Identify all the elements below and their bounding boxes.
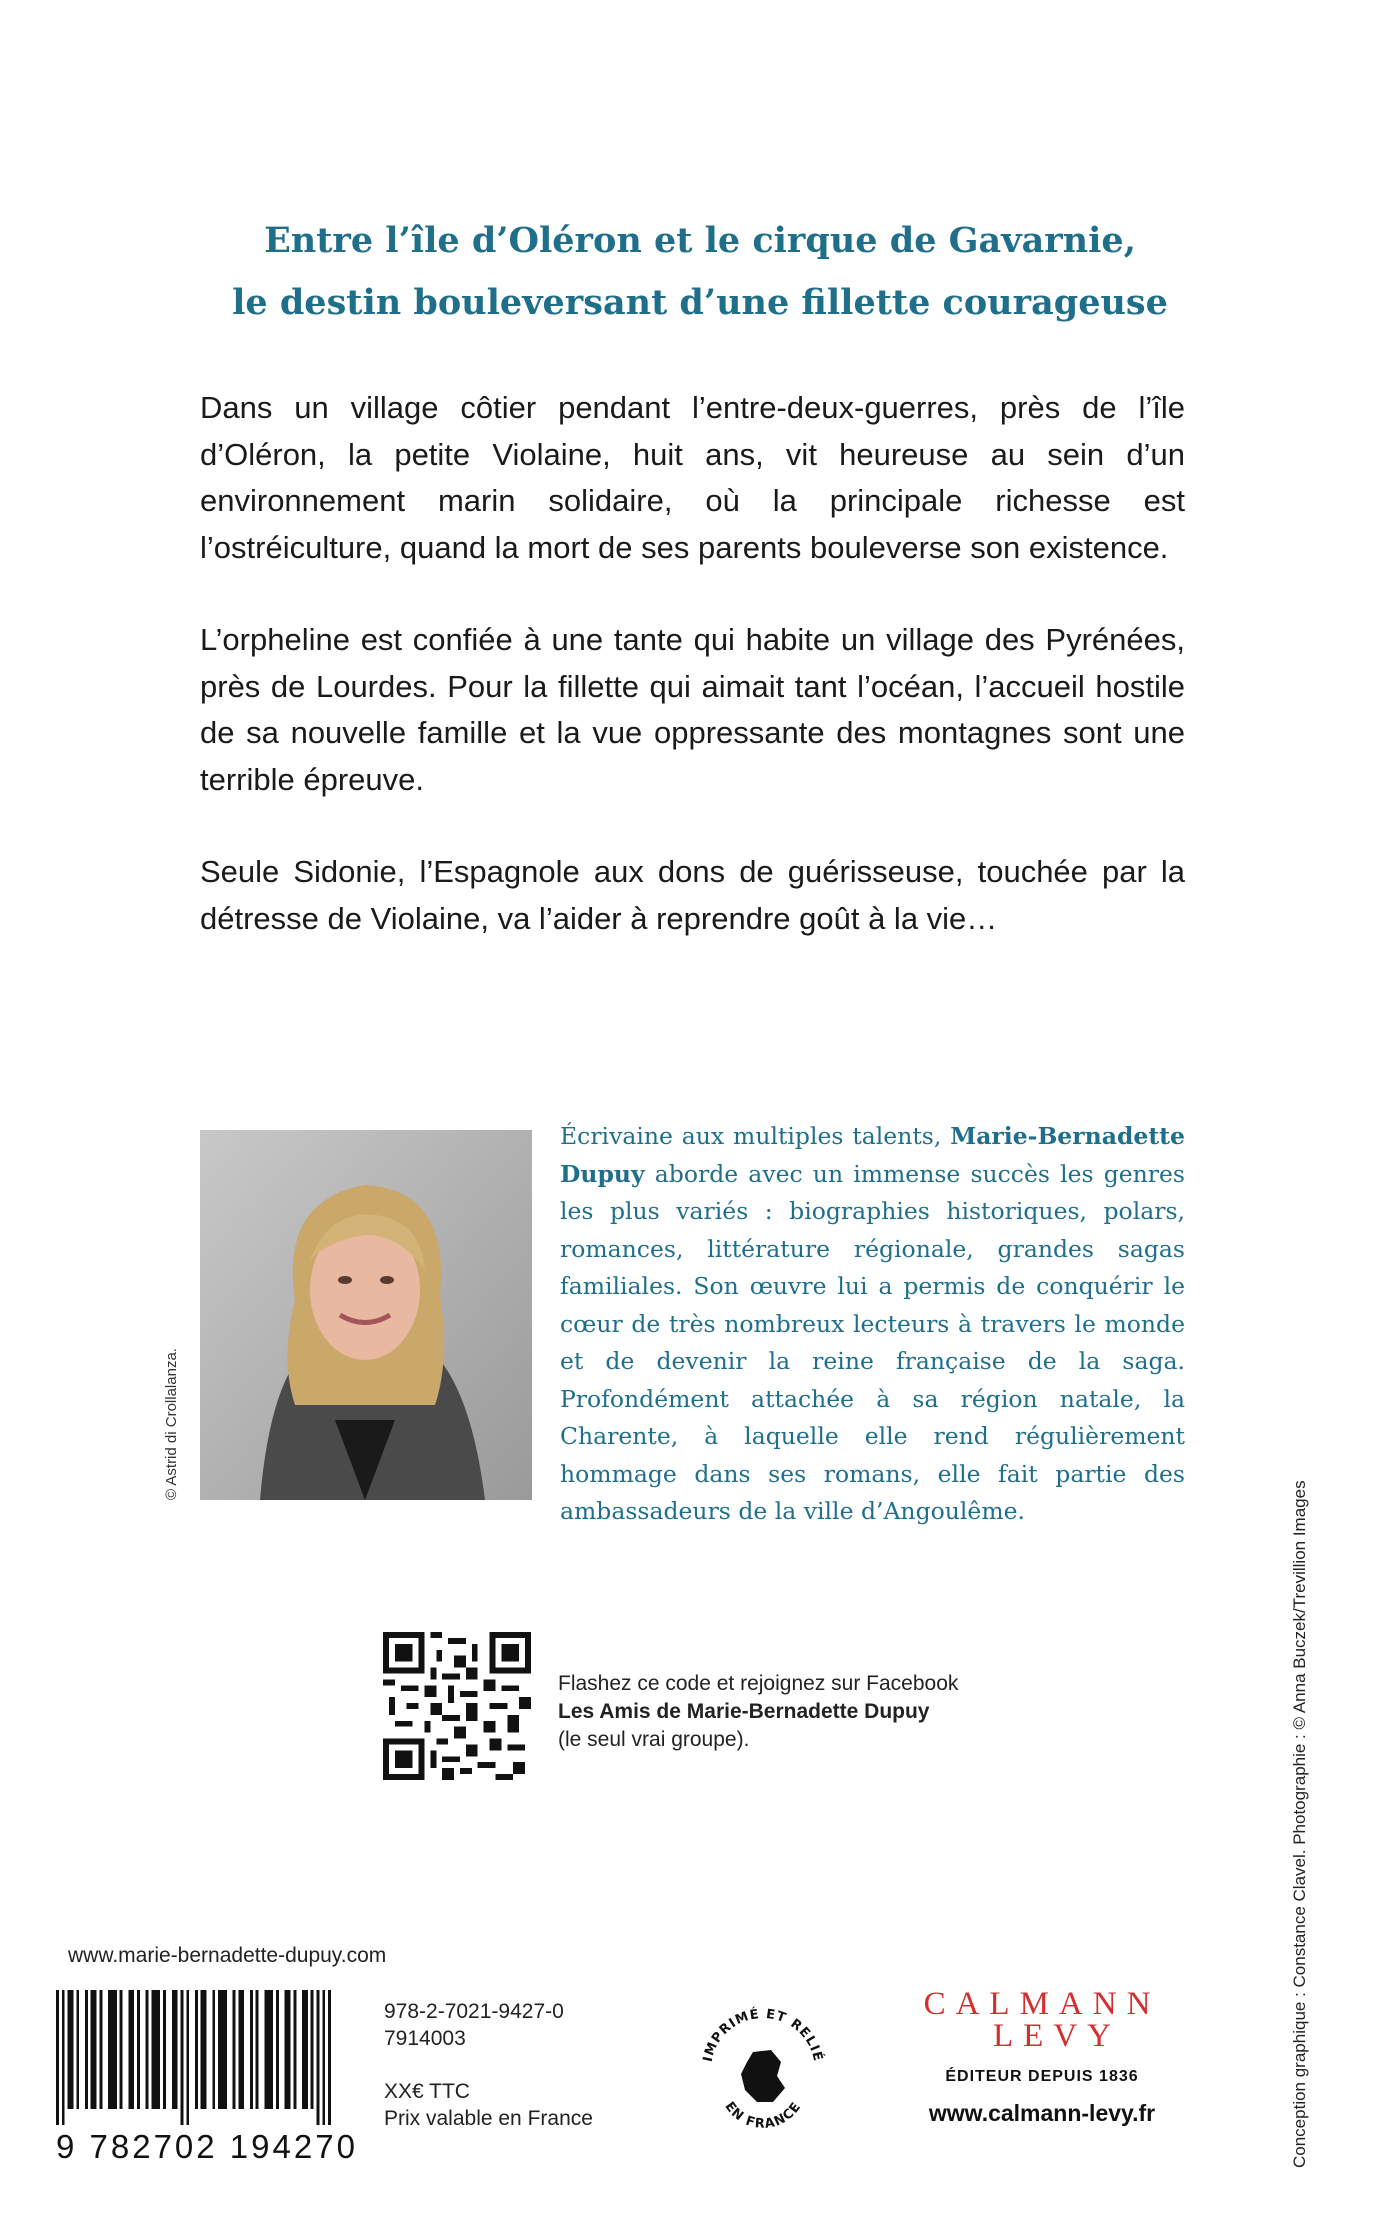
qr-caption-line-3: (le seul vrai groupe). (558, 1728, 750, 1751)
publisher-since: ÉDITEUR DEPUIS 1836 (945, 2068, 1139, 2085)
barcode-number: 9 782702 194270 (56, 2128, 358, 2165)
author-bio (560, 1118, 1185, 1531)
price-block (384, 2078, 593, 2132)
author-name: Marie-Bernadette Dupuy (560, 1122, 1185, 1188)
facebook-group-name: Les Amis de Marie-Bernadette Dupuy (558, 1700, 930, 1723)
tagline-line-1: Entre l’île d’Oléron et le cirque de Gavarnie, (264, 220, 1136, 261)
svg-text:EN FRANCE (721, 2099, 804, 2132)
author-photo (200, 1130, 532, 1500)
stamp-bottom-text: EN FRANCE (721, 2099, 805, 2132)
book-blurb (200, 385, 1185, 942)
isbn-block (384, 1998, 564, 2052)
bio-text: aborde avec un immense succès les genres les plus variés : biographies historiques, polars, romances, littérature régionale, grandes sagas familiales. Son œuvre lui a permis de conquérir le cœur de très nombreux lecteurs à travers le monde et de devenir la reine française de la saga. Profondément attachée à sa région natale, la Charente, à laquelle elle rend régulièrement hommage dans ses romans, elle fait partie des ambassadeurs de la ville d’Angoulême. (560, 1159, 1185, 1525)
printed-in-france-stamp (693, 1990, 833, 2150)
photo-credit: © Astrid di Crollalanza. (163, 1348, 180, 1500)
qr-caption (558, 1670, 958, 1754)
author-website[interactable]: www.marie-bernadette-dupuy.com (68, 1944, 387, 1967)
qr-caption-line-1: Flashez ce code et rejoignez sur Facebook (558, 1672, 959, 1695)
publisher-website[interactable]: www.calmann-levy.fr (928, 2100, 1156, 2126)
qr-code-icon[interactable] (383, 1632, 531, 1780)
tagline-line-2: le destin bouleversant d’une fillette courageuse (232, 282, 1168, 323)
publisher-logo (912, 1988, 1172, 2127)
blurb-paragraph-2: L’orpheline est confiée à une tante qui habite un village des Pyrénées, près de Lourdes. Pour la fillette qui aimait tant l’océan, l’accueil hostile de sa nouvelle famille et la vue oppressante des montagnes sont une terrible épreuve. (200, 622, 1185, 797)
publisher-word-2: LEVY (993, 2018, 1121, 2054)
back-cover-tagline (0, 210, 1400, 334)
blurb-paragraph-1: Dans un village côtier pendant l’entre-deux-guerres, près de l’île d’Oléron, la petite Violaine, huit ans, vit heureuse au sein d’un environnement marin solidaire, où la principale richesse est l’ostréiculture, quand la mort de ses parents bouleverse son existence. (200, 390, 1185, 565)
price: XX€ TTC (384, 2080, 470, 2103)
price-note: Prix valable en France (384, 2107, 593, 2130)
design-credit: Conception graphique : Constance Clavel. Photographie : © Anna Buczek/Trevillion Images (1290, 1480, 1309, 2168)
blurb-paragraph-3: Seule Sidonie, l’Espagnole aux dons de guérisseuse, touchée par la détresse de Violaine, va l’aider à reprendre goût à la vie… (200, 854, 1185, 936)
isbn-number: 978-2-7021-9427-0 (384, 2000, 564, 2023)
barcode-icon (56, 1990, 331, 2125)
product-code: 7914003 (384, 2027, 466, 2050)
publisher-word-1: CALMANN (923, 1986, 1161, 2022)
stamp-top-text: IMPRIMÉ ET RELIÉ (700, 2006, 826, 2064)
bio-intro: Écrivaine aux multiples talents, (560, 1122, 951, 1150)
